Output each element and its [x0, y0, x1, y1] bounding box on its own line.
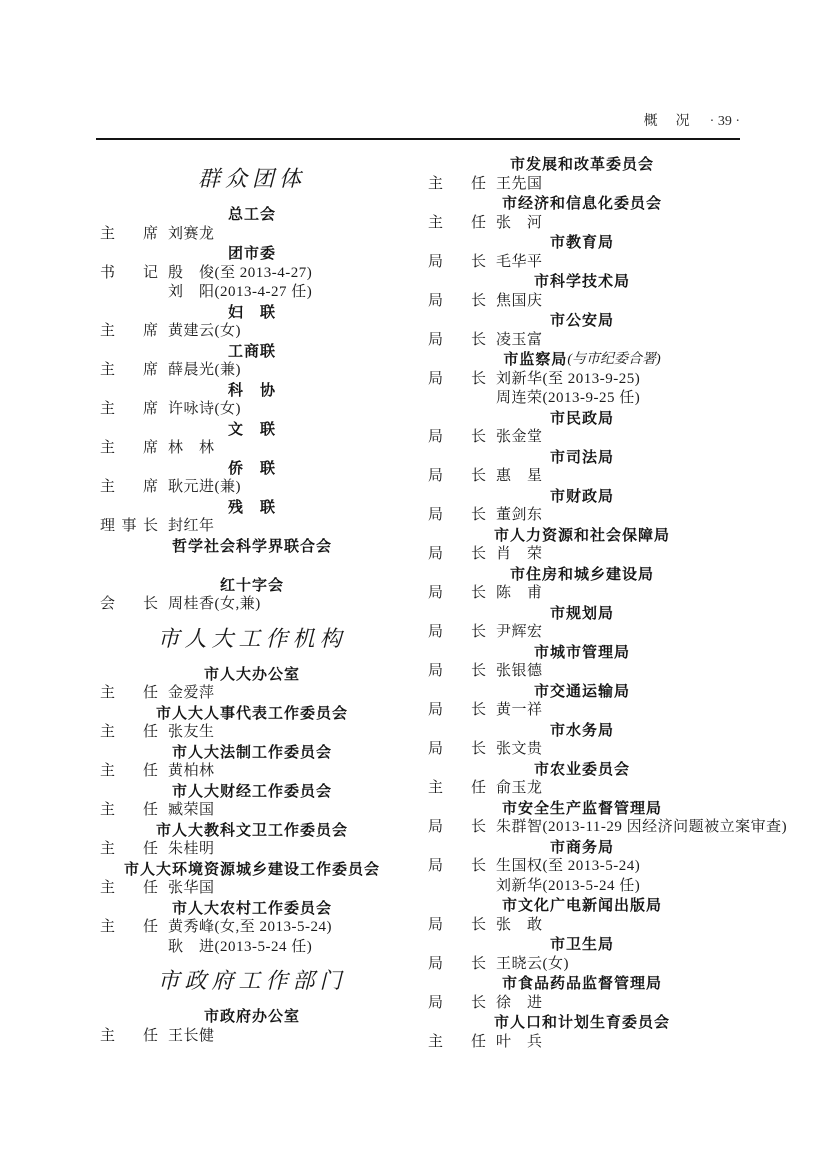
- role-char: 任: [142, 763, 158, 780]
- person-name: 张 敢: [496, 916, 543, 933]
- role-char: 长: [470, 331, 486, 348]
- role-char: 局: [428, 916, 444, 933]
- role-label: [428, 255, 486, 270]
- role-label: [100, 324, 158, 339]
- role-char: 主: [100, 685, 116, 702]
- role-char: 长: [470, 468, 486, 485]
- person-row: [424, 467, 740, 487]
- person-row: [96, 264, 408, 284]
- role-label: [428, 294, 486, 309]
- org-heading: [424, 311, 740, 331]
- role-char: 局: [428, 585, 444, 602]
- person-row: [96, 918, 408, 938]
- role-label: [100, 480, 158, 495]
- role-label: [100, 519, 158, 534]
- person-name: 张银德: [496, 663, 543, 680]
- role-char: 主: [100, 479, 116, 496]
- person-row: [96, 1027, 408, 1047]
- person-row: [96, 595, 408, 615]
- role-char: 局: [428, 507, 444, 524]
- person-row: [424, 994, 740, 1014]
- role-char: 局: [428, 292, 444, 309]
- role-char: 任: [142, 841, 158, 858]
- role-char: 任: [142, 919, 158, 936]
- text-columns: [96, 155, 788, 1052]
- role-char: 长: [470, 994, 486, 1011]
- person-row: [424, 428, 740, 448]
- org-name: 市城市管理局: [533, 643, 630, 661]
- running-head-section: 概 况: [643, 114, 692, 129]
- role-label: [100, 597, 158, 612]
- role-label: [428, 372, 486, 387]
- org-heading: [424, 1013, 740, 1033]
- org-heading: [424, 935, 740, 955]
- org-heading: [96, 899, 408, 919]
- person-row: [96, 840, 408, 860]
- org-heading: [96, 342, 408, 362]
- person-name: 朱群智(2013-11-29 因经济问题被立案审查): [496, 819, 788, 836]
- org-heading: [96, 704, 408, 724]
- role-char: 长: [142, 518, 158, 535]
- role-label: [100, 881, 158, 896]
- role-char: 长: [470, 741, 486, 758]
- person-name: 殷 俊(至 2013-4-27): [168, 264, 313, 281]
- role-char: 局: [428, 331, 444, 348]
- org-name: 市人大农村工作委员会: [171, 899, 332, 917]
- page-number: · 39 ·: [709, 114, 740, 129]
- role-label: [428, 216, 486, 231]
- role-label: [428, 508, 486, 523]
- person-name: 惠 星: [496, 468, 543, 485]
- org-heading: [96, 665, 408, 685]
- org-suffix-note: (与市纪委合署): [567, 351, 661, 367]
- person-row: [96, 879, 408, 899]
- person-row: [424, 916, 740, 936]
- role-char: 席: [142, 479, 158, 496]
- org-name: 市人大环境资源城乡建设工作委员会: [123, 860, 380, 878]
- org-heading: [424, 643, 740, 663]
- person-row: [424, 955, 740, 975]
- person-name: 周桂香(女,兼): [168, 596, 261, 613]
- person-row: [424, 701, 740, 721]
- org-name: 市司法局: [549, 448, 614, 466]
- org-name: 科 协: [227, 381, 276, 399]
- person-name: 朱桂明: [168, 841, 215, 858]
- org-heading: [424, 565, 740, 585]
- person-name: 张文贵: [496, 741, 543, 758]
- person-name: 刘新华(至 2013-9-25): [496, 370, 641, 387]
- role-char: 长: [470, 585, 486, 602]
- role-label: [428, 820, 486, 835]
- org-heading: [424, 974, 740, 994]
- org-name: 总工会: [227, 206, 276, 224]
- org-name: 工商联: [227, 342, 276, 360]
- role-char: 局: [428, 253, 444, 270]
- role-char: 席: [142, 401, 158, 418]
- role-char: 主: [428, 175, 444, 192]
- org-name: 侨 联: [227, 459, 276, 477]
- role-label: [428, 859, 486, 874]
- person-name: 黄一祥: [496, 702, 543, 719]
- org-name: 市科学技术局: [533, 273, 630, 291]
- org-heading: [424, 760, 740, 780]
- role-char: 主: [100, 880, 116, 897]
- role-char: 任: [142, 880, 158, 897]
- person-name: 肖 荣: [496, 546, 543, 563]
- org-name: 市人大教科文卫工作委员会: [155, 821, 348, 839]
- person-row: [96, 225, 408, 245]
- person-name: 黄柏林: [168, 763, 215, 780]
- person-name: 叶 兵: [496, 1033, 543, 1050]
- role-char: 任: [142, 802, 158, 819]
- org-name: 市人口和计划生育委员会: [493, 1014, 670, 1032]
- org-name: 市食品药品监督管理局: [501, 975, 662, 993]
- role-char: 席: [142, 362, 158, 379]
- person-name: 刘赛龙: [168, 225, 215, 242]
- person-row: [96, 322, 408, 342]
- role-char: 局: [428, 819, 444, 836]
- role-char: 主: [100, 401, 116, 418]
- org-heading: [424, 896, 740, 916]
- role-char: 局: [428, 858, 444, 875]
- role-char: 席: [142, 440, 158, 457]
- person-row: [424, 506, 740, 526]
- org-name: 文 联: [227, 420, 276, 438]
- person-row: [96, 517, 408, 537]
- role-label: [428, 625, 486, 640]
- org-heading: [96, 860, 408, 880]
- person-name: 张 河: [496, 214, 543, 231]
- org-heading: [424, 682, 740, 702]
- role-char: 会: [100, 596, 116, 613]
- role-char: 长: [470, 370, 486, 387]
- role-label: [428, 547, 486, 562]
- org-name: 市人大法制工作委员会: [171, 743, 332, 761]
- person-row: [96, 439, 408, 459]
- person-name: 黄建云(女): [168, 323, 241, 340]
- role-char: 长: [470, 819, 486, 836]
- org-name: 市监察局: [503, 351, 568, 369]
- role-char: 长: [470, 253, 486, 270]
- person-row: [96, 762, 408, 782]
- org-heading: [424, 526, 740, 546]
- org-heading: [96, 821, 408, 841]
- role-char: 长: [470, 507, 486, 524]
- role-char: 主: [100, 763, 116, 780]
- org-heading: [96, 743, 408, 763]
- role-char: 任: [142, 685, 158, 702]
- section-heading: 市政府工作部门: [157, 969, 347, 994]
- org-heading: [96, 381, 408, 401]
- role-char: 任: [470, 780, 486, 797]
- person-continuation-row: [424, 389, 740, 409]
- role-char: 席: [142, 323, 158, 340]
- org-name: 市公安局: [549, 312, 614, 330]
- org-name: 团市委: [227, 245, 276, 263]
- org-heading: [96, 303, 408, 323]
- person-name: 凌玉富: [496, 331, 543, 348]
- role-label: [428, 177, 486, 192]
- role-char: 长: [470, 702, 486, 719]
- org-heading: [96, 576, 408, 596]
- org-name: 市卫生局: [549, 936, 614, 954]
- person-name: 尹辉宏: [496, 624, 543, 641]
- header-rule: [96, 138, 740, 140]
- org-name: 市文化广电新闻出版局: [501, 897, 662, 915]
- role-char: 主: [100, 323, 116, 340]
- role-char: 局: [428, 468, 444, 485]
- org-name: 红十字会: [219, 576, 284, 594]
- role-label: [100, 725, 158, 740]
- role-label: [100, 803, 158, 818]
- person-row: [424, 331, 740, 351]
- role-label: [100, 1029, 158, 1044]
- role-label: [428, 996, 486, 1011]
- org-name: 市农业委员会: [533, 760, 630, 778]
- role-char: 长: [142, 596, 158, 613]
- role-char: 局: [428, 994, 444, 1011]
- person-name: 黄秀峰(女,至 2013-5-24): [168, 919, 332, 936]
- role-label: [100, 402, 158, 417]
- person-name: 王长健: [168, 1027, 215, 1044]
- person-name: 封红年: [168, 518, 215, 535]
- role-label: [428, 957, 486, 972]
- person-name: 俞玉龙: [496, 780, 543, 797]
- person-row: [424, 818, 788, 838]
- org-heading: [424, 350, 740, 370]
- org-heading: [96, 459, 408, 479]
- role-char: 局: [428, 370, 444, 387]
- org-name: 市财政局: [549, 487, 614, 505]
- role-char: 长: [470, 916, 486, 933]
- person-name: 刘新华(2013-5-24 任): [496, 877, 641, 894]
- person-name: 许咏诗(女): [168, 401, 241, 418]
- role-label: [100, 266, 158, 281]
- org-heading: [424, 409, 740, 429]
- org-heading: [96, 1007, 408, 1027]
- org-heading: [424, 799, 740, 819]
- person-row: [424, 545, 740, 565]
- role-char: 主: [100, 440, 116, 457]
- role-char: 席: [142, 225, 158, 242]
- person-row: [424, 662, 740, 682]
- person-row: [424, 1033, 740, 1053]
- org-name: 市人大办公室: [203, 665, 300, 683]
- person-row: [424, 214, 740, 234]
- role-char: 局: [428, 663, 444, 680]
- role-char: 主: [100, 724, 116, 741]
- role-label: [100, 441, 158, 456]
- person-row: [424, 292, 740, 312]
- role-label: [100, 764, 158, 779]
- role-char: 长: [470, 429, 486, 446]
- person-row: [424, 175, 740, 195]
- role-label: [100, 363, 158, 378]
- org-heading: [96, 498, 408, 518]
- org-heading: [96, 782, 408, 802]
- role-char: 主: [100, 802, 116, 819]
- role-label: [428, 664, 486, 679]
- role-label: [428, 586, 486, 601]
- section-heading: 市人大工作机构: [157, 626, 347, 652]
- org-name: 市安全生产监督管理局: [501, 799, 662, 817]
- role-char: 主: [100, 1027, 116, 1044]
- person-name: 耿元进(兼): [168, 479, 241, 496]
- org-heading: [96, 537, 408, 557]
- person-row: [96, 684, 408, 704]
- person-row: [96, 801, 408, 821]
- role-label: [428, 781, 486, 796]
- role-char: 任: [470, 214, 486, 231]
- role-label: [428, 469, 486, 484]
- org-name: 哲学社会科学界联合会: [171, 537, 332, 555]
- org-name: 市经济和信息化委员会: [501, 195, 662, 213]
- role-char: 书: [100, 264, 116, 281]
- role-char: 任: [142, 1027, 158, 1044]
- org-heading: [424, 721, 740, 741]
- person-name: 生国权(至 2013-5-24): [496, 858, 641, 875]
- org-name: 市人大财经工作委员会: [171, 782, 332, 800]
- role-char: 任: [142, 724, 158, 741]
- role-char: 理: [100, 518, 116, 535]
- role-char: 主: [100, 225, 116, 242]
- person-row: [96, 400, 408, 420]
- org-heading: [96, 420, 408, 440]
- blank-row: [96, 556, 408, 576]
- page-header: [644, 110, 740, 130]
- role-char: 长: [470, 292, 486, 309]
- org-heading: [424, 838, 740, 858]
- person-name: 陈 甫: [496, 585, 543, 602]
- role-label: [428, 742, 486, 757]
- org-name: 市交通运输局: [533, 682, 630, 700]
- person-continuation-row: [96, 938, 408, 958]
- role-char: 局: [428, 546, 444, 563]
- person-row: [424, 253, 740, 273]
- role-char: 长: [470, 663, 486, 680]
- role-char: 主: [428, 1033, 444, 1050]
- person-row: [424, 779, 740, 799]
- column-right: [424, 155, 788, 1052]
- role-label: [100, 920, 158, 935]
- role-label: [100, 227, 158, 242]
- role-char: 局: [428, 429, 444, 446]
- role-char: 局: [428, 741, 444, 758]
- person-name: 耿 进(2013-5-24 任): [168, 938, 313, 955]
- role-char: 局: [428, 955, 444, 972]
- person-name: 张友生: [168, 724, 215, 741]
- role-label: [100, 842, 158, 857]
- person-name: 徐 进: [496, 994, 543, 1011]
- person-name: 林 林: [168, 440, 215, 457]
- role-char: 主: [100, 362, 116, 379]
- org-heading: [424, 194, 740, 214]
- role-char: 局: [428, 702, 444, 719]
- role-label: [428, 918, 486, 933]
- role-label: [428, 1035, 486, 1050]
- person-name: 周连荣(2013-9-25 任): [496, 390, 641, 407]
- person-name: 金爱萍: [168, 685, 215, 702]
- org-name: 妇 联: [227, 303, 276, 321]
- org-name: 市民政局: [549, 409, 614, 427]
- org-name: 市政府办公室: [203, 1008, 300, 1026]
- person-name: 张金堂: [496, 429, 543, 446]
- role-label: [100, 686, 158, 701]
- role-char: 长: [470, 858, 486, 875]
- org-name: 市商务局: [549, 838, 614, 856]
- person-continuation-row: [96, 283, 408, 303]
- person-name: 王先国: [496, 175, 543, 192]
- role-char: 主: [428, 214, 444, 231]
- org-name: 残 联: [227, 498, 276, 516]
- org-heading: [424, 155, 740, 175]
- role-char: 主: [100, 841, 116, 858]
- person-name: 张华国: [168, 880, 215, 897]
- org-heading: [424, 233, 740, 253]
- person-row: [424, 370, 740, 390]
- org-name: 市人力资源和社会保障局: [493, 526, 670, 544]
- org-name: 市水务局: [549, 721, 614, 739]
- org-heading: [96, 205, 408, 225]
- org-heading: [424, 448, 740, 468]
- org-name: 市规划局: [549, 604, 614, 622]
- person-continuation-row: [424, 877, 740, 897]
- person-name: 董剑东: [496, 507, 543, 524]
- person-name: 毛华平: [496, 253, 543, 270]
- org-name: 市住房和城乡建设局: [509, 565, 654, 583]
- role-char: 主: [428, 780, 444, 797]
- org-heading: [424, 487, 740, 507]
- role-label: [428, 333, 486, 348]
- org-heading: [424, 604, 740, 624]
- role-char: 局: [428, 624, 444, 641]
- section-heading: 群众团体: [197, 167, 306, 192]
- person-row: [424, 740, 740, 760]
- role-char: 长: [470, 624, 486, 641]
- org-name: 市教育局: [549, 234, 614, 252]
- org-heading: [96, 244, 408, 264]
- role-label: [428, 703, 486, 718]
- column-left: [96, 155, 408, 1052]
- person-row: [96, 478, 408, 498]
- person-row: [424, 623, 740, 643]
- role-char: 记: [142, 264, 158, 281]
- person-name: 刘 阳(2013-4-27 任): [168, 284, 313, 301]
- person-name: 臧荣国: [168, 802, 215, 819]
- person-name: 薛晨光(兼): [168, 362, 241, 379]
- role-char: 长: [470, 955, 486, 972]
- person-row: [424, 857, 740, 877]
- role-label: [428, 430, 486, 445]
- role-char: 长: [470, 546, 486, 563]
- role-char: 主: [100, 919, 116, 936]
- person-row: [96, 723, 408, 743]
- person-name: 王晓云(女): [496, 955, 569, 972]
- role-char: 任: [470, 175, 486, 192]
- role-char: 任: [470, 1033, 486, 1050]
- person-name: 焦国庆: [496, 292, 543, 309]
- org-heading: [424, 272, 740, 292]
- person-row: [96, 361, 408, 381]
- org-name: 市人大人事代表工作委员会: [155, 704, 348, 722]
- person-row: [424, 584, 740, 604]
- org-name: 市发展和改革委员会: [509, 156, 654, 174]
- role-char: 事: [121, 518, 137, 535]
